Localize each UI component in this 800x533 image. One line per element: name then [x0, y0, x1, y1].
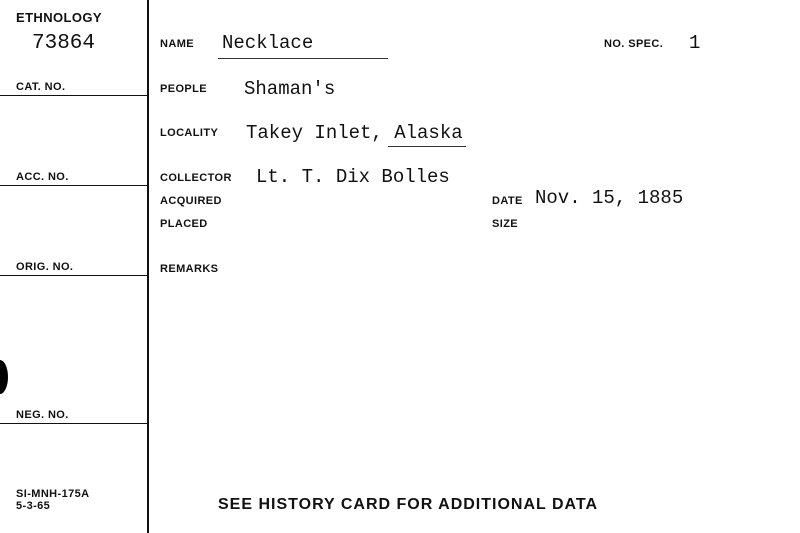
- date-value: Nov. 15, 1885: [535, 187, 684, 209]
- orig-no-rule: [0, 275, 147, 276]
- acc-no-label: ACC. NO.: [16, 171, 69, 183]
- binder-hole-mark: [0, 360, 8, 394]
- cat-no-label: CAT. NO.: [16, 81, 66, 93]
- size-label: SIZE: [492, 218, 519, 230]
- name-underline: [218, 58, 388, 59]
- history-card-note: SEE HISTORY CARD FOR ADDITIONAL DATA: [218, 496, 599, 513]
- no-spec-value: 1: [689, 32, 701, 54]
- collector-label: COLLECTOR: [160, 172, 232, 184]
- no-spec-label: NO. SPEC.: [604, 38, 664, 50]
- form-code: SI-MNH-175A: [16, 488, 90, 500]
- locality-label: LOCALITY: [160, 127, 219, 139]
- orig-no-label: ORIG. NO.: [16, 261, 74, 273]
- acc-no-rule: [0, 185, 147, 186]
- people-label: PEOPLE: [160, 83, 208, 95]
- cat-no-rule: [0, 95, 147, 96]
- people-value: Shaman's: [244, 78, 336, 100]
- form-date: 5-3-65: [16, 500, 51, 512]
- neg-no-label: NEG. NO.: [16, 409, 69, 421]
- name-label: NAME: [160, 38, 194, 50]
- locality-underline: [388, 146, 466, 147]
- name-value: Necklace: [222, 32, 314, 54]
- acquired-label: ACQUIRED: [160, 195, 222, 207]
- collector-value: Lt. T. Dix Bolles: [256, 166, 450, 188]
- remarks-label: REMARKS: [160, 263, 219, 275]
- catalog-number: 73864: [32, 32, 96, 55]
- placed-label: PLACED: [160, 218, 208, 230]
- column-divider: [147, 0, 149, 533]
- date-label: DATE: [492, 195, 523, 207]
- neg-no-rule: [0, 423, 147, 424]
- department-header: ETHNOLOGY: [16, 10, 102, 25]
- locality-value: Takey Inlet, Alaska: [246, 122, 463, 144]
